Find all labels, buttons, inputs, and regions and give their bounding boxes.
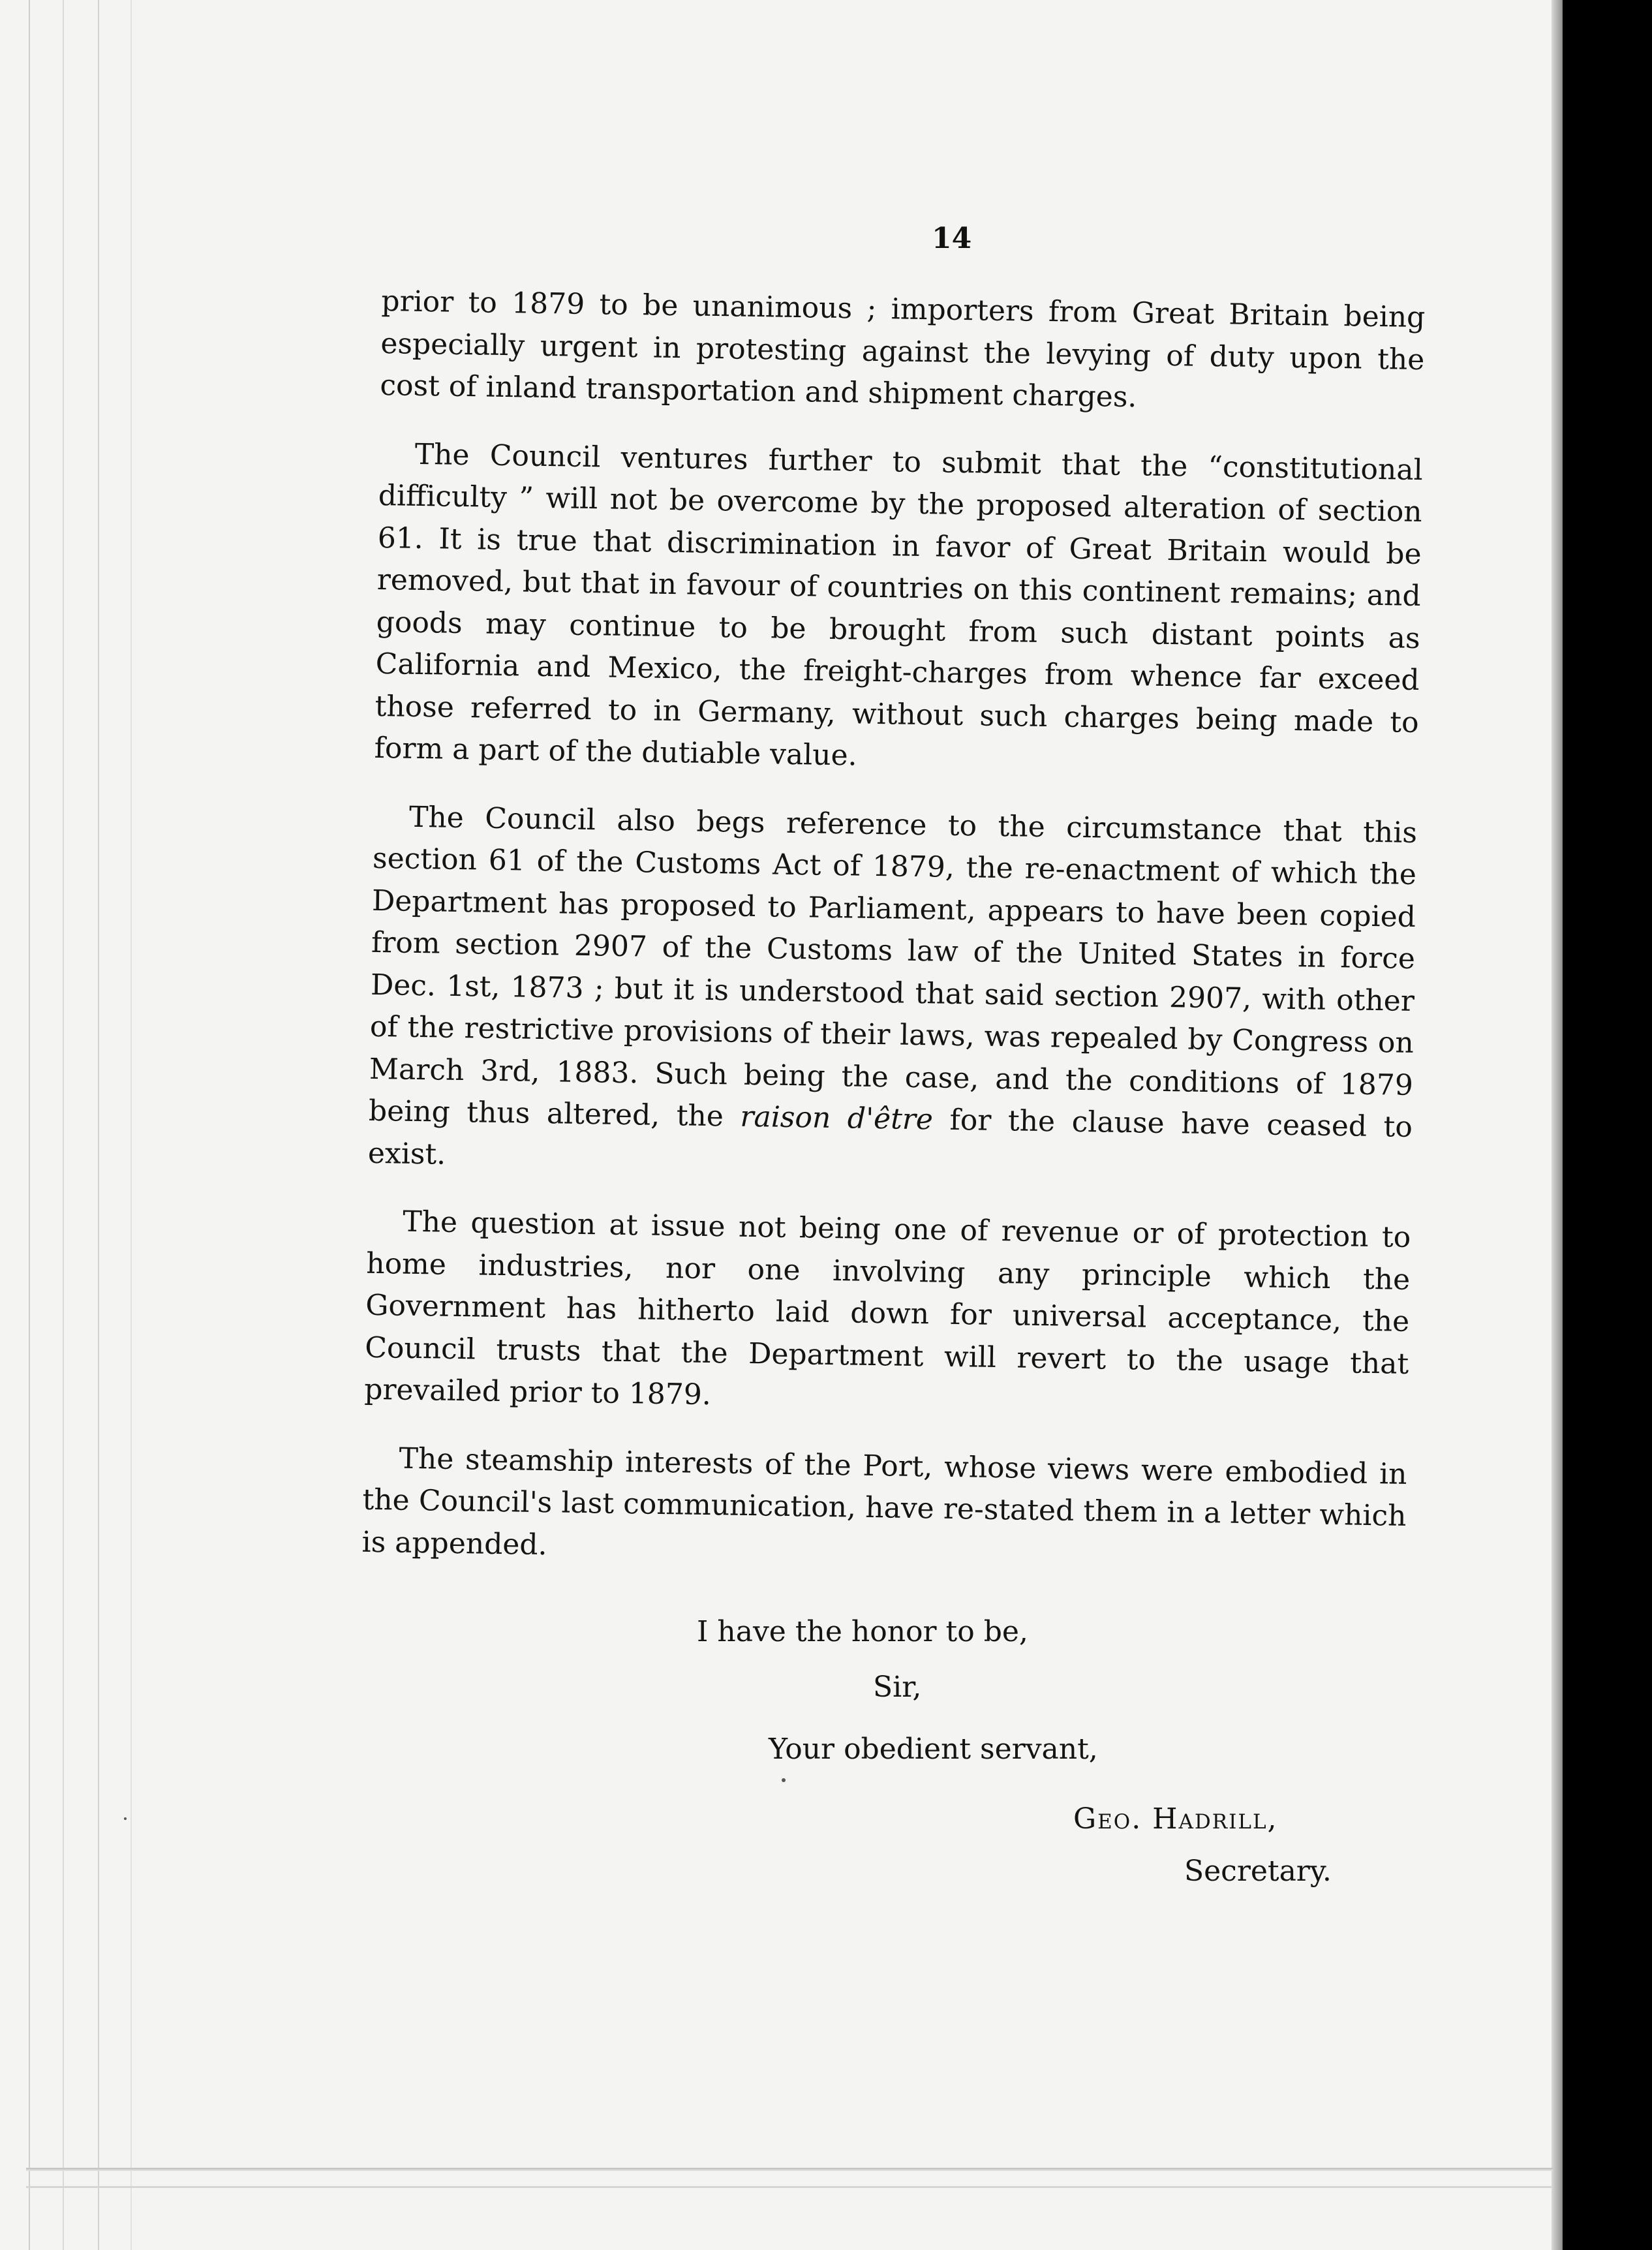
page-edge-line — [130, 0, 132, 2250]
page-edge-line — [29, 0, 30, 2250]
paragraph: The question at issue not being one of revenue or of protection to home industries, nor one involving any principle which the Government has hitherto laid down for universal acceptance, the Council trusts that the Department will revert to the usage that prevailed prior to 1879. — [363, 1205, 1411, 1412]
page-number: 14 — [932, 222, 972, 255]
ink-speck — [782, 1778, 786, 1782]
page-binding-shadow — [1552, 0, 1563, 2250]
paragraph: The steamship interests of the Port, whose views were embodied in the Council's last communication, have re-stated them in a letter which is appended. — [361, 1441, 1407, 1562]
page-edge-line — [63, 0, 64, 2250]
italic-phrase: raison d'être — [740, 1100, 934, 1137]
signature-title: Secretary. — [1184, 1855, 1332, 1888]
paragraph: The Council ventures further to submit that the “constitutional difficulty ” will not be overcome by the proposed alteration of section 61. It is true that discrimination in favor of Great Britain would be removed, but that in favour of countries on this continent remains; and goods may continue to be brought from such distant points as California and Mexico, the freight-charges from whence far exceed those referred to in Germany, without such charges being made to form a part of the dutiable value. — [374, 437, 1424, 773]
body-text — [361, 281, 1425, 1606]
paragraph-text: for the clause have ceased to exist. — [367, 1103, 1413, 1171]
paragraph-text: The Council also begs reference to the circumstance that this section 61 of the Customs Act of 1879, the re-enactment of which the Department has proposed to Parliament, appears to have been copied from section 2907 of the Customs law of the United States in force Dec. 1st, 1873 ; but it is understood that said section 2907, with other of the restrictive provisions of their laws, was repealed by Congress on March 3rd, 1883. Such being the case, and the conditions of 1879 being thus altered, the — [368, 800, 1418, 1133]
closing-line: Your obedient servant, — [769, 1733, 1098, 1766]
bottom-page-edge — [26, 2186, 1553, 2188]
page-edge-line — [98, 0, 99, 2250]
paragraph: prior to 1879 to be unanimous ; importers from Great Britain being especially urgent in protesting against the levying of duty upon the cost of inland transportation and shipment charges. — [380, 284, 1426, 414]
paragraph — [367, 795, 1417, 1191]
bottom-page-edge — [26, 2168, 1553, 2171]
ink-speck — [124, 1817, 127, 1820]
salutation: Sir, — [873, 1671, 922, 1704]
closing-line: I have the honor to be, — [697, 1615, 1028, 1648]
signature-name: Geo. Hadrill, — [1073, 1802, 1278, 1836]
